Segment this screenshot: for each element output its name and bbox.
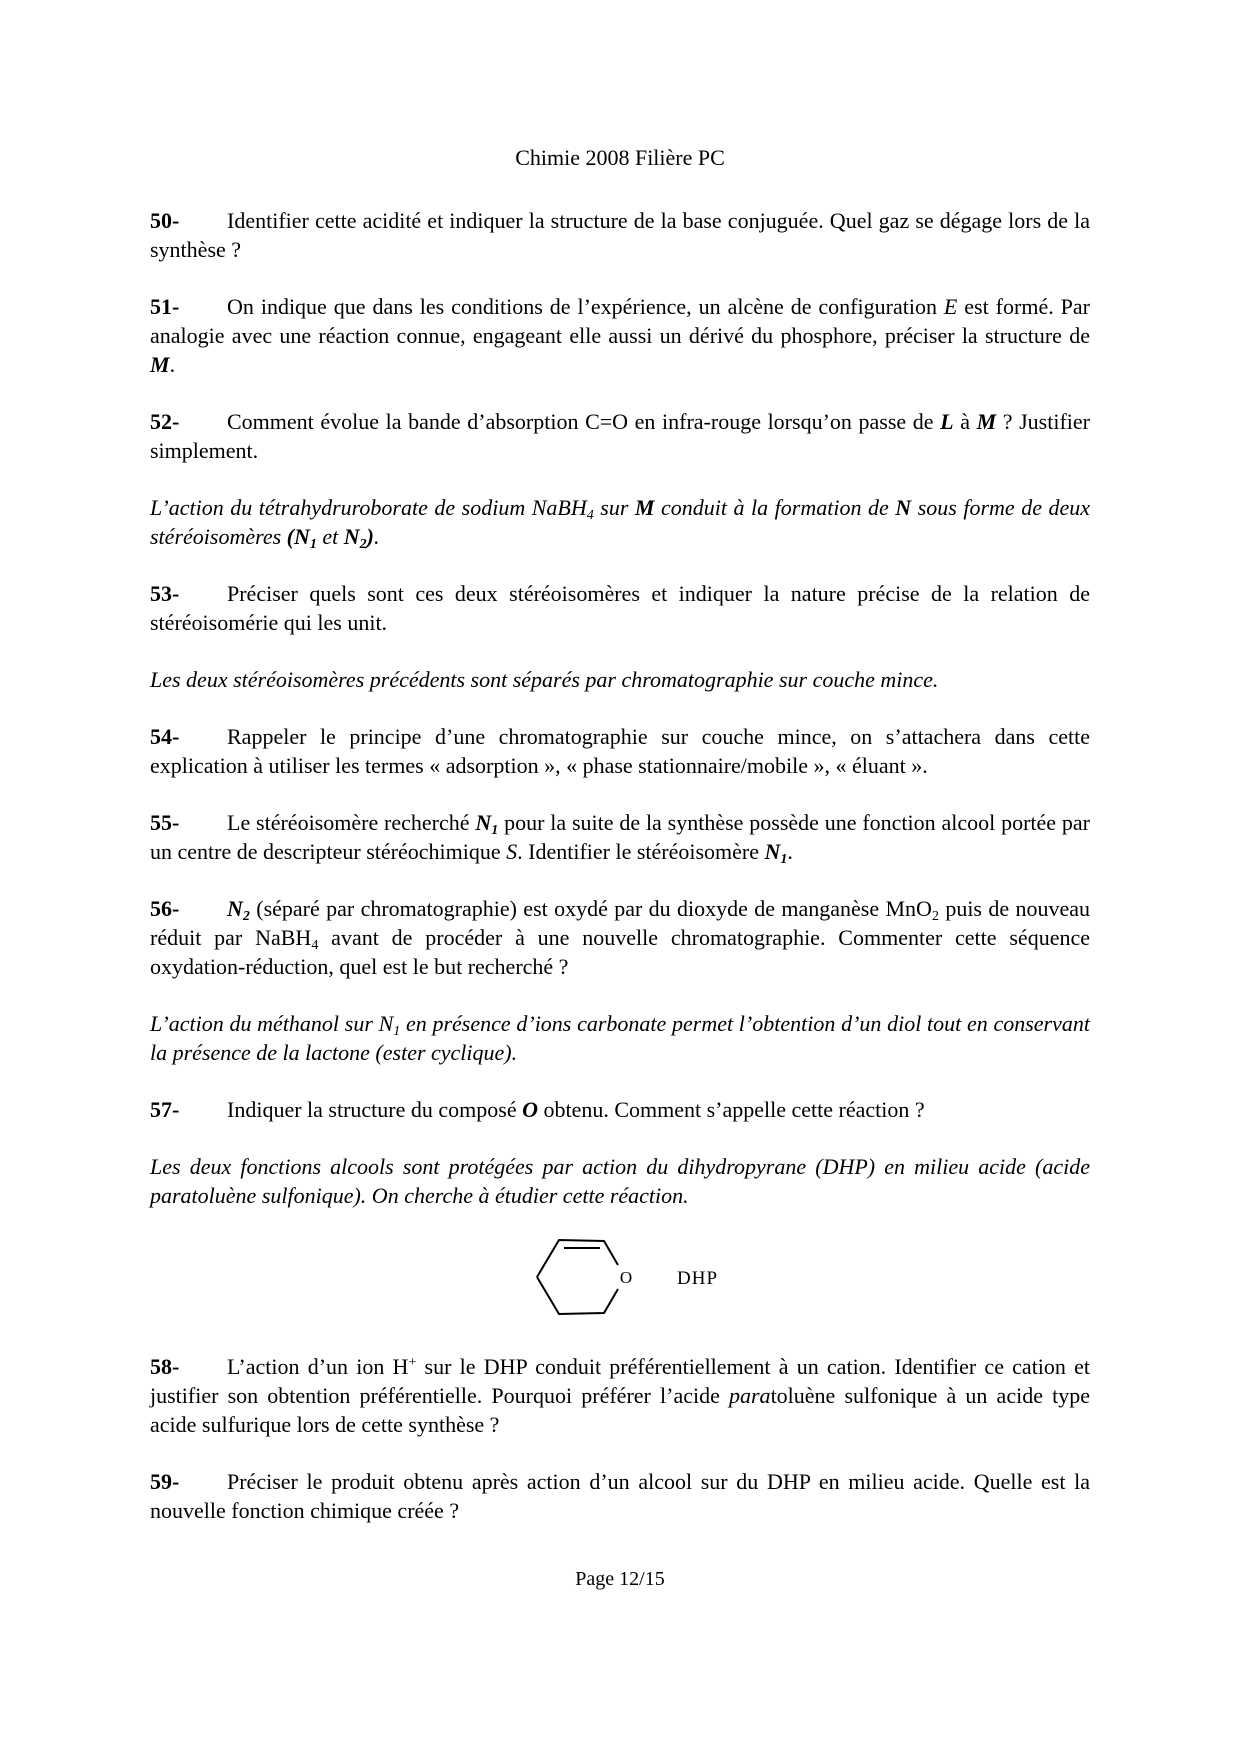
text-run: conduit à la formation de (654, 495, 896, 520)
question-number: 54- (150, 724, 180, 749)
text-run: toluène sulfonique à un acide type acide sulfurique lors de cette synthèse ? (150, 1383, 1090, 1437)
text-run: (séparé par chromatographie) est oxydé par du dioxyde de manganèse MnO (249, 896, 932, 921)
question-number: 50- (150, 208, 180, 233)
question-number: 57- (150, 1097, 180, 1122)
text-run: . Identifier le stéréoisomère (517, 839, 765, 864)
question-59 (150, 1467, 1090, 1525)
text-run: N (294, 524, 310, 549)
question-number: 53- (150, 581, 180, 606)
question-number: 52- (150, 409, 180, 434)
text-run: Le stéréoisomère recherché (227, 810, 476, 835)
text-run: avant de procéder à une nouvelle chromatographie. Commenter cette séquence oxydation-réduction, quel est le but recherché ? (150, 925, 1090, 979)
text-run: N (764, 839, 781, 864)
text-run: Les deux fonctions alcools sont protégées par action du dihydropyrane (DHP) en milieu acide (acide paratoluène sulfonique). On cherche à étudier cette réaction. (150, 1154, 1090, 1208)
note-chromatographie (150, 665, 1090, 694)
text-run: N (343, 524, 360, 549)
dhp-molecule-drawing (535, 1238, 635, 1316)
oxygen-atom-label: O (619, 1268, 633, 1287)
note-nabh4 (150, 493, 1090, 551)
page-title: Chimie 2008 Filière PC (515, 145, 725, 170)
text-run: sous forme de deux stéréoisomères (150, 495, 1091, 549)
text-run: Préciser quels sont ces deux stéréoisomères et indiquer la nature précise de la relation de stéréoisomérie qui les unit. (150, 581, 1090, 635)
ring-bond-top (537, 1240, 618, 1277)
text-run: para (729, 1383, 771, 1408)
text-run: ) (366, 524, 374, 549)
text-run: ? Justifier simplement. (150, 409, 1090, 463)
text-run: L’action du méthanol sur N (150, 1011, 394, 1036)
question-53 (150, 579, 1090, 637)
text-run: . (787, 839, 793, 864)
note-methanol (150, 1009, 1090, 1067)
document-content (150, 143, 1090, 1594)
question-number: 55- (150, 810, 180, 835)
question-50 (150, 206, 1090, 264)
text-run: Les deux stéréoisomères précédents sont séparés par chromatographie sur couche mince. (150, 667, 939, 692)
question-number: 56- (150, 896, 180, 921)
page-footer: Page 12/15 (575, 1568, 665, 1590)
text-run: L’action d’un ion H (227, 1354, 409, 1379)
text-run: M (634, 495, 655, 520)
question-51 (150, 292, 1090, 379)
text-run: . (169, 352, 176, 377)
text-run: . (374, 524, 380, 549)
text-run: Rappeler le principe d’une chromatographie sur couche mince, on s’attachera dans cette explication à utiliser les termes « adsorption », « phase stationnaire/mobile », « éluant ». (150, 724, 1090, 778)
question-number: 59- (150, 1469, 180, 1494)
question-56 (150, 894, 1090, 981)
text-run: 4 (311, 938, 319, 953)
text-run: Indiquer la structure du composé (227, 1097, 523, 1122)
text-run: sur le DHP conduit préférentiellement à un cation. Identifier ce cation et justifier son obtention préférentielle. Pourquoi préférer l’acide (150, 1354, 1090, 1408)
text-run: + (408, 1355, 417, 1370)
text-run: N (475, 810, 492, 835)
text-run: N (227, 896, 243, 921)
text-run: sur (593, 495, 635, 520)
question-52 (150, 407, 1090, 465)
text-run: L (940, 409, 954, 434)
text-run: 1 (491, 823, 499, 838)
question-58 (150, 1352, 1090, 1439)
note-dhp-protection (150, 1152, 1090, 1210)
question-54 (150, 722, 1090, 780)
text-run: pour la suite de la synthèse possède une fonction alcool portée par un centre de descripteur stéréochimique (150, 810, 1090, 864)
question-number: 58- (150, 1354, 180, 1379)
text-run: à (953, 409, 977, 434)
text-run: 2 (242, 909, 250, 924)
text-run: M (150, 352, 170, 377)
text-run: 1 (309, 537, 317, 552)
text-run: obtenu. Comment s’appelle cette réaction ? (537, 1097, 925, 1122)
text-run: M (976, 409, 997, 434)
text-run: 2 (359, 537, 367, 552)
text-run: puis de nouveau réduit par NaBH (150, 896, 1091, 950)
text-run: S (506, 839, 518, 864)
text-run: ( (286, 524, 294, 549)
text-run: et (316, 524, 344, 549)
question-number: 51- (150, 294, 180, 319)
question-55 (150, 808, 1090, 866)
text-run: E (943, 294, 958, 319)
questions-section-b (150, 1352, 1090, 1525)
text-run: L’action du tétrahydruroborate de sodium NaBH (150, 495, 587, 520)
text-run: 1 (393, 1024, 401, 1039)
question-57 (150, 1095, 1090, 1124)
text-run: Préciser le produit obtenu après action d’un alcool sur du DHP en milieu acide. Quelle est la nouvelle fonction chimique créée ? (150, 1469, 1090, 1523)
ring-bond-bottom (537, 1277, 618, 1314)
text-run: 2 (931, 909, 939, 924)
text-run: O (522, 1097, 538, 1122)
text-run: N (895, 495, 912, 520)
dhp-figure (150, 1238, 1090, 1316)
text-run: Identifier cette acidité et indiquer la structure de la base conjuguée. Quel gaz se dégage lors de la synthèse ? (150, 208, 1090, 262)
text-run: est formé. Par analogie avec une réaction connue, engageant elle aussi un dérivé du phosphore, préciser la structure de (150, 294, 1090, 348)
text-run: On indique que dans les conditions de l’expérience, un alcène de configuration (227, 294, 944, 319)
text-run: en présence d’ions carbonate permet l’obtention d’un diol tout en conservant la présence de la lactone (ester cyclique). (150, 1011, 1090, 1065)
text-run: 4 (586, 508, 594, 523)
dhp-label: DHP (677, 1268, 719, 1289)
text-run: 1 (780, 852, 788, 867)
text-run: Comment évolue la bande d’absorption C=O en infra-rouge lorsqu’on passe de (227, 409, 941, 434)
questions-section-a (150, 206, 1090, 1210)
